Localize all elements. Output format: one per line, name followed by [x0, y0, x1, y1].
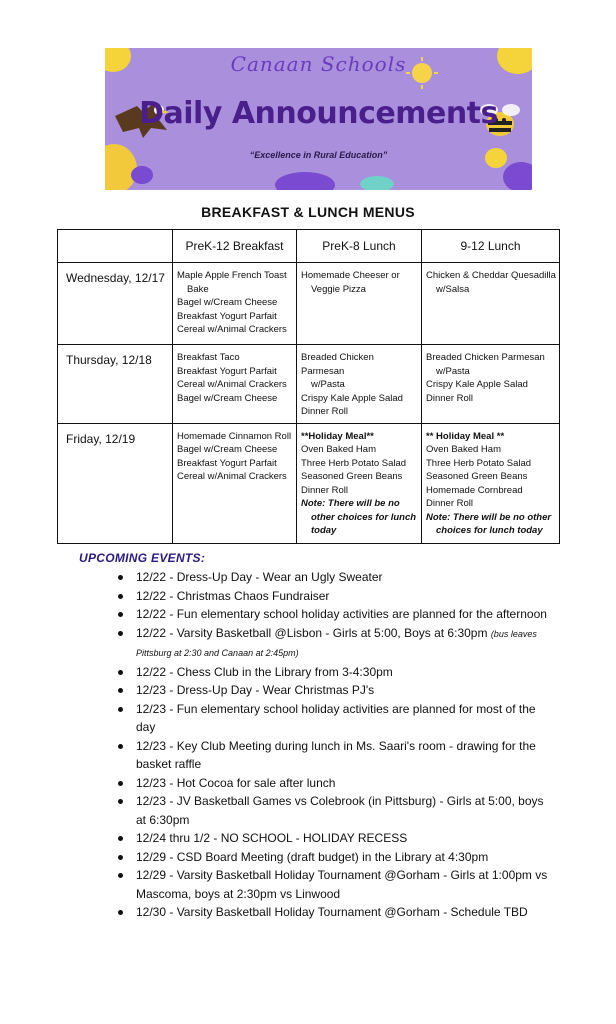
banner-title: Daily Announcements — [139, 96, 498, 131]
menu-item: Cereal w/Animal Crackers — [177, 324, 287, 335]
menu-item: Seasoned Green Beans — [301, 471, 403, 482]
menu-item: w/Salsa — [436, 283, 470, 295]
event-item: 12/23 - Dress-Up Day - Wear Christmas PJ's — [116, 681, 556, 700]
menu-header-breakfast: PreK-12 Breakfast — [173, 230, 297, 263]
menu-item: Veggie Pizza — [311, 283, 366, 295]
menu-item: Maple Apple French Toast — [177, 270, 287, 281]
hs-lunch-cell — [422, 423, 560, 543]
menu-note: choices for lunch today — [436, 525, 543, 536]
menu-item: Seasoned Green Beans — [426, 471, 528, 482]
menu-item: Breakfast Taco — [177, 352, 240, 363]
menu-item: Breakfast Yogurt Parfait — [177, 310, 277, 322]
event-item: 12/23 - Hot Cocoa for sale after lunch — [116, 774, 556, 793]
menu-item: Cereal w/Animal Crackers — [177, 379, 287, 390]
menu-item: Three Herb Potato Salad — [426, 457, 532, 469]
menu-item: Three Herb Potato Salad — [301, 457, 407, 469]
menu-item: Dinner Roll — [426, 392, 473, 404]
banner-school-name: Canaan Schools — [230, 52, 407, 76]
menu-item: Oven Baked Ham — [426, 444, 501, 455]
menu-note: other choices for lunch — [311, 511, 417, 523]
menu-item: Cereal w/Animal Crackers — [177, 471, 287, 482]
holiday-meal-title: **Holiday Meal** — [301, 430, 374, 442]
menu-item: w/Pasta — [311, 379, 345, 390]
menu-item: Breakfast Yogurt Parfait — [177, 457, 277, 469]
event-item: 12/23 - Fun elementary school holiday activities are planned for most of the day — [116, 700, 556, 737]
menu-item: Breakfast Yogurt Parfait — [177, 365, 277, 377]
event-item: 12/22 - Dress-Up Day - Wear an Ugly Sweater — [116, 568, 556, 587]
menu-note: Note: There will be no other — [426, 511, 552, 523]
event-item: 12/29 - CSD Board Meeting (draft budget) in the Library at 4:30pm — [116, 848, 556, 867]
menu-day: Wednesday, 12/17 — [58, 263, 173, 345]
prek8-lunch-cell — [297, 345, 422, 424]
menu-item: Bagel w/Cream Cheese — [177, 392, 278, 404]
menu-item: Dinner Roll — [426, 498, 473, 509]
event-item: 12/22 - Christmas Chaos Fundraiser — [116, 587, 556, 606]
announcement-banner — [105, 48, 532, 190]
banner-slogan: “Excellence in Rural Education” — [249, 150, 388, 160]
menu-item: w/Pasta — [436, 365, 470, 377]
breakfast-cell — [173, 263, 297, 345]
event-item: 12/22 - Fun elementary school holiday activities are planned for the afternoon — [116, 605, 556, 624]
bus-note: (bus leaves Pittsburg at 2:30 and Canaan at 2:45pm) — [136, 628, 537, 658]
holiday-meal-title: ** Holiday Meal ** — [426, 430, 505, 442]
menu-table — [57, 229, 560, 544]
menu-item: Bagel w/Cream Cheese — [177, 444, 278, 455]
menu-row-friday — [58, 423, 560, 543]
menu-item: Oven Baked Ham — [301, 444, 376, 455]
event-item: 12/29 - Varsity Basketball Holiday Tournament @Gorham - Girls at 1:00pm vs Mascoma, boys at 2:30pm vs Linwood — [116, 866, 556, 903]
menu-day: Friday, 12/19 — [58, 423, 173, 543]
menu-item: Bagel w/Cream Cheese — [177, 297, 278, 308]
prek8-lunch-cell — [297, 263, 422, 345]
event-item: 12/24 thru 1/2 - NO SCHOOL - HOLIDAY RECESS — [116, 829, 556, 848]
event-item: 12/22 - Varsity Basketball @Lisbon - Girls at 5:00, Boys at 6:30pm (bus leaves Pittsburg at 2:30 and Canaan at 2:45pm) — [116, 624, 556, 663]
menu-note: Note: There will be no — [301, 498, 400, 509]
menu-header-prek8-lunch: PreK-8 Lunch — [297, 230, 422, 263]
menu-day: Thursday, 12/18 — [58, 345, 173, 424]
menu-header-day — [58, 230, 173, 263]
hs-lunch-cell — [422, 263, 560, 345]
menu-item: Homemade Cinnamon Roll — [177, 430, 292, 442]
events-list — [116, 568, 556, 922]
menu-item: Breaded Chicken Parmesan — [301, 352, 374, 377]
breakfast-cell — [173, 345, 297, 424]
menu-item: Bake — [187, 283, 209, 295]
menu-item: Crispy Kale Apple Salad — [426, 379, 528, 390]
menu-item: Dinner Roll — [301, 484, 348, 496]
menu-item: Dinner Roll — [301, 406, 348, 417]
menu-item: Crispy Kale Apple Salad — [301, 392, 403, 404]
event-item: 12/30 - Varsity Basketball Holiday Tournament @Gorham - Schedule TBD — [116, 903, 556, 922]
prek8-lunch-cell — [297, 423, 422, 543]
menu-item: Homemade Cornbread — [426, 484, 523, 496]
menu-note: today — [311, 525, 337, 536]
event-item: 12/23 - JV Basketball Games vs Colebrook (in Pittsburg) - Girls at 5:00, boys at 6:30pm — [116, 792, 556, 829]
menu-header-9-12-lunch: 9-12 Lunch — [422, 230, 560, 263]
menu-item: Homemade Cheeser or — [301, 270, 400, 281]
breakfast-cell — [173, 423, 297, 543]
events-heading: UPCOMING EVENTS: — [79, 551, 206, 565]
menu-header-row — [58, 230, 560, 263]
menus-title: BREAKFAST & LUNCH MENUS — [201, 204, 415, 220]
menu-item: Breaded Chicken Parmesan — [426, 352, 545, 363]
hs-lunch-cell — [422, 345, 560, 424]
menu-row-wednesday — [58, 263, 560, 345]
event-item: 12/22 - Chess Club in the Library from 3-4:30pm — [116, 663, 556, 682]
menu-row-thursday — [58, 345, 560, 424]
event-item: 12/23 - Key Club Meeting during lunch in Ms. Saari's room - drawing for the basket raffle — [116, 737, 556, 774]
menu-item: Chicken & Cheddar Quesadilla — [426, 270, 556, 281]
